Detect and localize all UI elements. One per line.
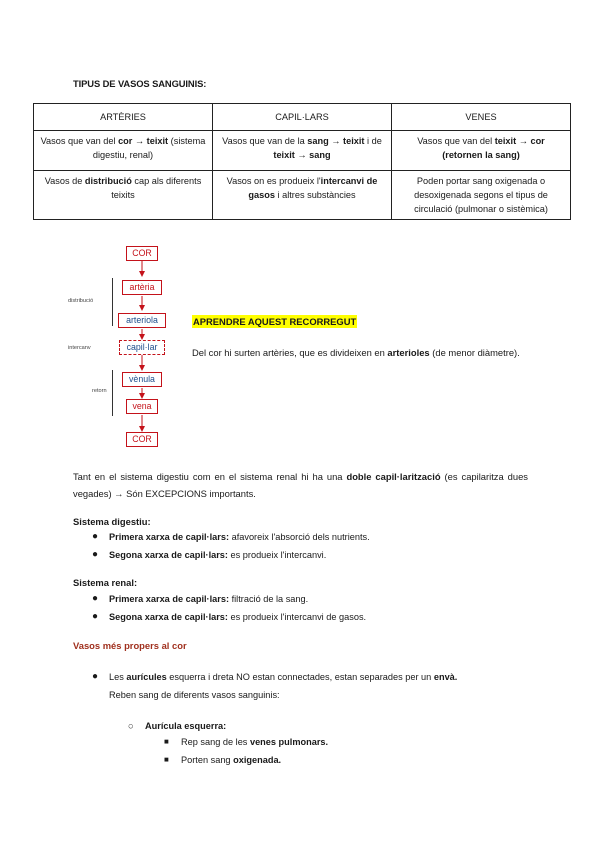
square-bullet-icon: ■ [164, 755, 169, 764]
node-arteria: artèria [122, 280, 162, 295]
bracket-return [112, 370, 113, 416]
near-heart-heading: Vasos més propers al cor [73, 640, 187, 651]
node-capillar: capil·lar [119, 340, 165, 355]
bullet-icon: ● [92, 531, 99, 542]
page-title: TIPUS DE VASOS SANGUINIS: [73, 78, 207, 89]
learn-note: APRENDRE AQUEST RECORREGUT [193, 316, 357, 327]
renal-heading: Sistema renal: [73, 577, 138, 588]
node-cor-top: COR [126, 246, 158, 261]
bullet-icon: ● [92, 671, 99, 682]
circle-bullet-icon: ○ [128, 721, 134, 731]
label-exchange: intercanv [68, 345, 91, 351]
circulation-diagram [66, 236, 186, 454]
header-arteries: ARTÈRIES [34, 104, 213, 131]
table-header-row [34, 104, 571, 131]
list-item: ● Primera xarxa de capil·lars: filtració de la sang. [92, 590, 366, 608]
digestive-heading: Sistema digestiu: [73, 516, 151, 527]
label-distribution: distribució [68, 298, 94, 304]
node-vena: vena [126, 399, 158, 414]
node-venula: vènula [122, 372, 162, 387]
bullet-icon: ● [92, 611, 99, 622]
cell-arteries-function: Vasos de distribució cap als diferents teixits [34, 171, 213, 220]
left-auricle-item: ○ Aurícula esquerra: [128, 717, 226, 735]
renal-list [92, 590, 366, 626]
vessel-types-table [33, 103, 571, 220]
bracket-distribution [112, 278, 113, 326]
list-item: ● Segona xarxa de capil·lars: es produeix l'intercanvi. [92, 546, 370, 564]
label-return: retorn [92, 388, 107, 394]
node-arteriola: arteriola [118, 313, 166, 328]
double-capillarization-paragraph: Tant en el sistema digestiu com en el sistema renal hi ha una doble capil·larització (es capilaritza dues vegades) → Són EXCEPCIONS importants. [73, 471, 528, 499]
cell-veins-function: Poden portar sang oxigenada o desoxigenada segons el tipus de circulació (pulmonar o sistèmica) [392, 171, 571, 220]
auricles-item: ● Les aurícules esquerra i dreta NO estan connectades, estan separades per un envà. Reben sang de diferents vasos sanguinis: [92, 668, 532, 704]
cell-capillaries-function: Vasos on es produeix l'intercanvi de gasos i altres substàncies [213, 171, 392, 220]
list-item: ■ Rep sang de les venes pulmonars. [164, 733, 328, 751]
list-item: ● Primera xarxa de capil·lars: afavoreix l'absorció dels nutrients. [92, 528, 370, 546]
header-veins: VENES [392, 104, 571, 131]
header-capillaries: CAPIL·LARS [213, 104, 392, 131]
list-item: ■ Porten sang oxigenada. [164, 751, 328, 769]
table-row [34, 171, 571, 220]
cell-veins-direction: Vasos que van del teixit → cor (retornen la sang) [392, 131, 571, 171]
digestive-list [92, 528, 370, 564]
bullet-icon: ● [92, 593, 99, 604]
heart-paragraph: Del cor hi surten artèries, que es divideixen en arterioles (de menor diàmetre). [192, 347, 520, 358]
square-bullet-icon: ■ [164, 737, 169, 746]
table-row [34, 131, 571, 171]
node-cor-bottom: COR [126, 432, 158, 447]
cell-capillaries-direction: Vasos que van de la sang → teixit i de teixit → sang [213, 131, 392, 171]
left-auricle-list [164, 733, 328, 769]
bullet-icon: ● [92, 549, 99, 560]
cell-arteries-direction: Vasos que van del cor → teixit (sistema digestiu, renal) [34, 131, 213, 171]
list-item: ● Segona xarxa de capil·lars: es produeix l'intercanvi de gasos. [92, 608, 366, 626]
